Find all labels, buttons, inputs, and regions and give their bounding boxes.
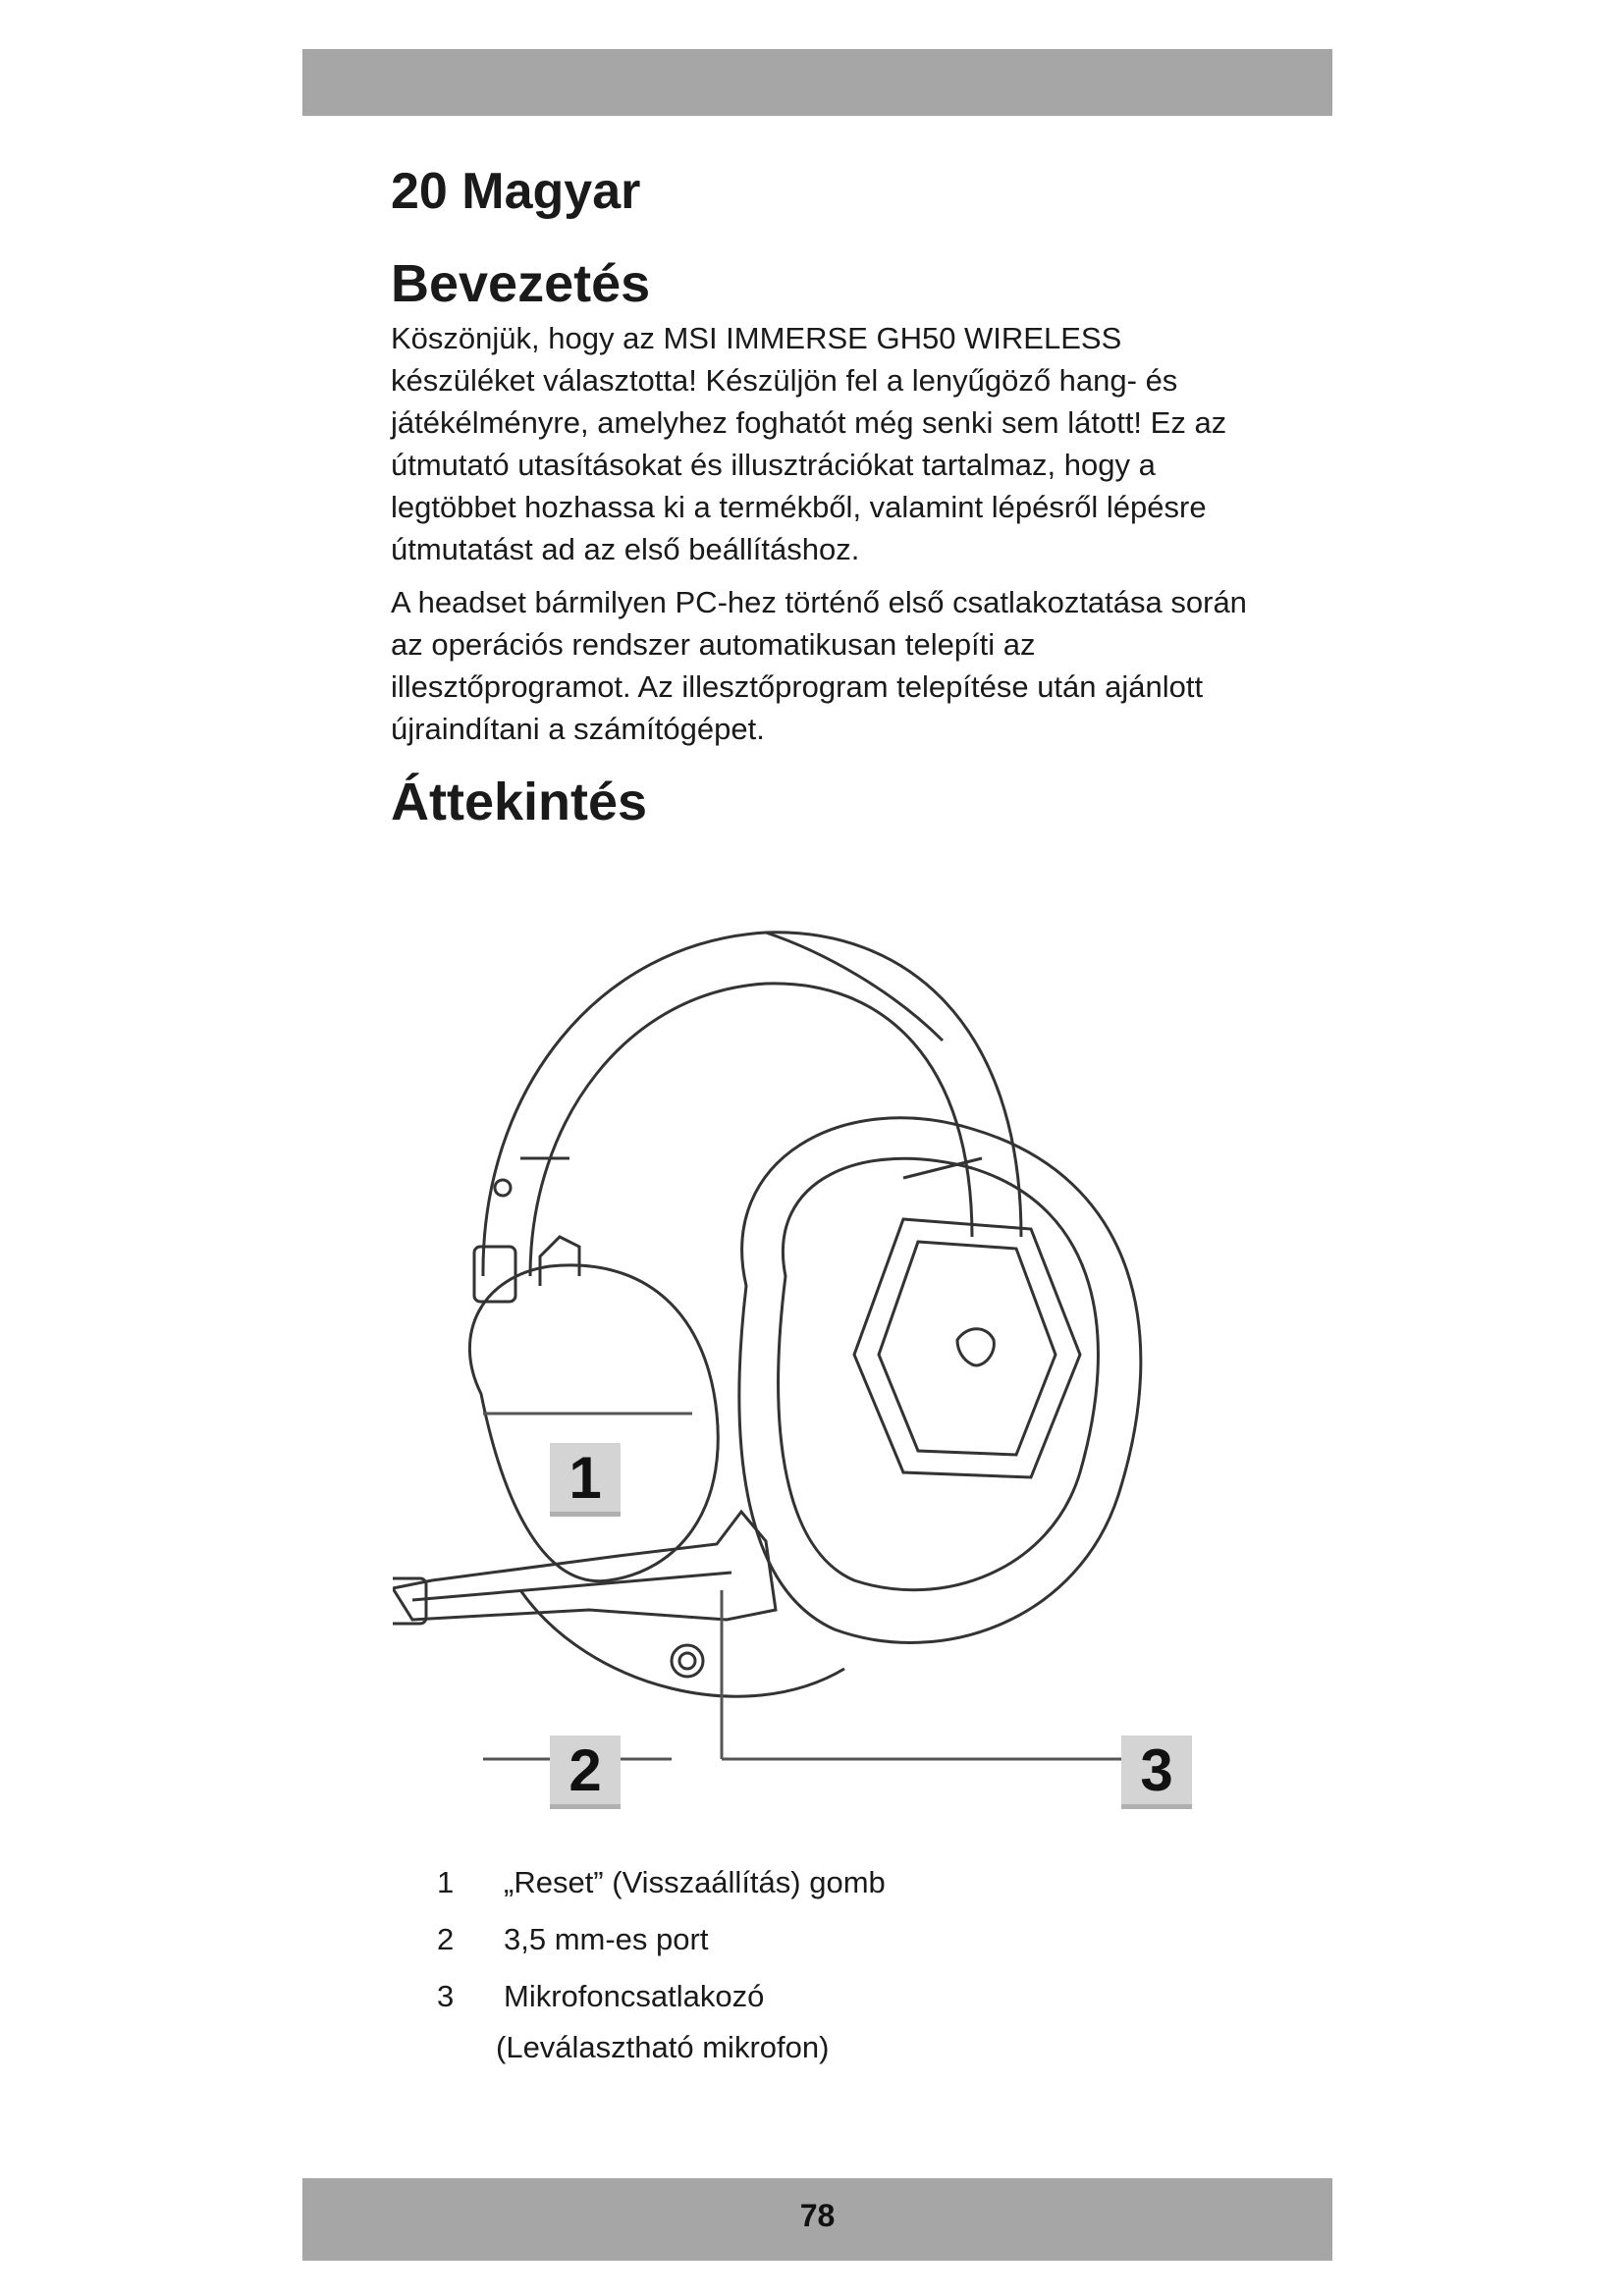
legend-number: 1 xyxy=(437,1865,455,1899)
microphone-boom xyxy=(393,1512,776,1620)
earcup-right xyxy=(739,1118,1141,1643)
headset-illustration xyxy=(393,864,1276,1806)
callout-2: 2 xyxy=(550,1735,621,1809)
legend-item xyxy=(437,1979,886,2036)
legend-item xyxy=(437,1865,886,1922)
legend-number: 2 xyxy=(437,1922,455,1956)
legend-label: 3,5 mm-es port xyxy=(504,1922,709,1956)
overview-legend xyxy=(437,1865,886,2065)
page-number: 78 xyxy=(799,2198,836,2233)
earcup-left xyxy=(469,1265,718,1581)
legend-number: 3 xyxy=(437,1979,455,2013)
msi-logo xyxy=(957,1329,994,1365)
headband-inner xyxy=(530,984,972,1276)
introduction-heading: Bevezetés xyxy=(391,254,651,313)
callout-3: 3 xyxy=(1121,1735,1192,1809)
footer-bar xyxy=(302,2178,1332,2261)
legend-label: Mikrofoncsatlakozó xyxy=(504,1979,765,2013)
overview-heading: Áttekintés xyxy=(391,773,648,831)
legend-label: „Reset” (Visszaállítás) gomb xyxy=(504,1865,886,1899)
introduction-paragraph-2: A headset bármilyen PC-hez történő első csatlakoztatása során az operációs rendszer automatikusan telepíti az illesztőprogramot. Az illesztőprogram telepítése után ajánlott újraindítani a számítógépet. xyxy=(391,585,1247,746)
earcup-hexagon xyxy=(854,1219,1080,1477)
headset-drawing xyxy=(393,864,1276,1806)
legend-item xyxy=(437,1922,886,1979)
legend-sub-label: (Leválasztható mikrofon) xyxy=(496,2030,830,2064)
callout-1: 1 xyxy=(550,1443,621,1517)
header-bar xyxy=(302,49,1332,116)
introduction-paragraph-1: Köszönjük, hogy az MSI IMMERSE GH50 WIRELESS készüléket választotta! Készüljön fel a lenyűgöző hang- és játékélményre, amelyhez foghatót még senki sem látott! Ez az útmutató utasításokat és illusztrációkat tartalmaz, hogy a legtöbbet hozhassa ki a termékből, valamint lépésről lépésre útmutatást ad az első beállításhoz. xyxy=(391,321,1227,566)
language-section-title: 20 Magyar xyxy=(391,163,641,220)
